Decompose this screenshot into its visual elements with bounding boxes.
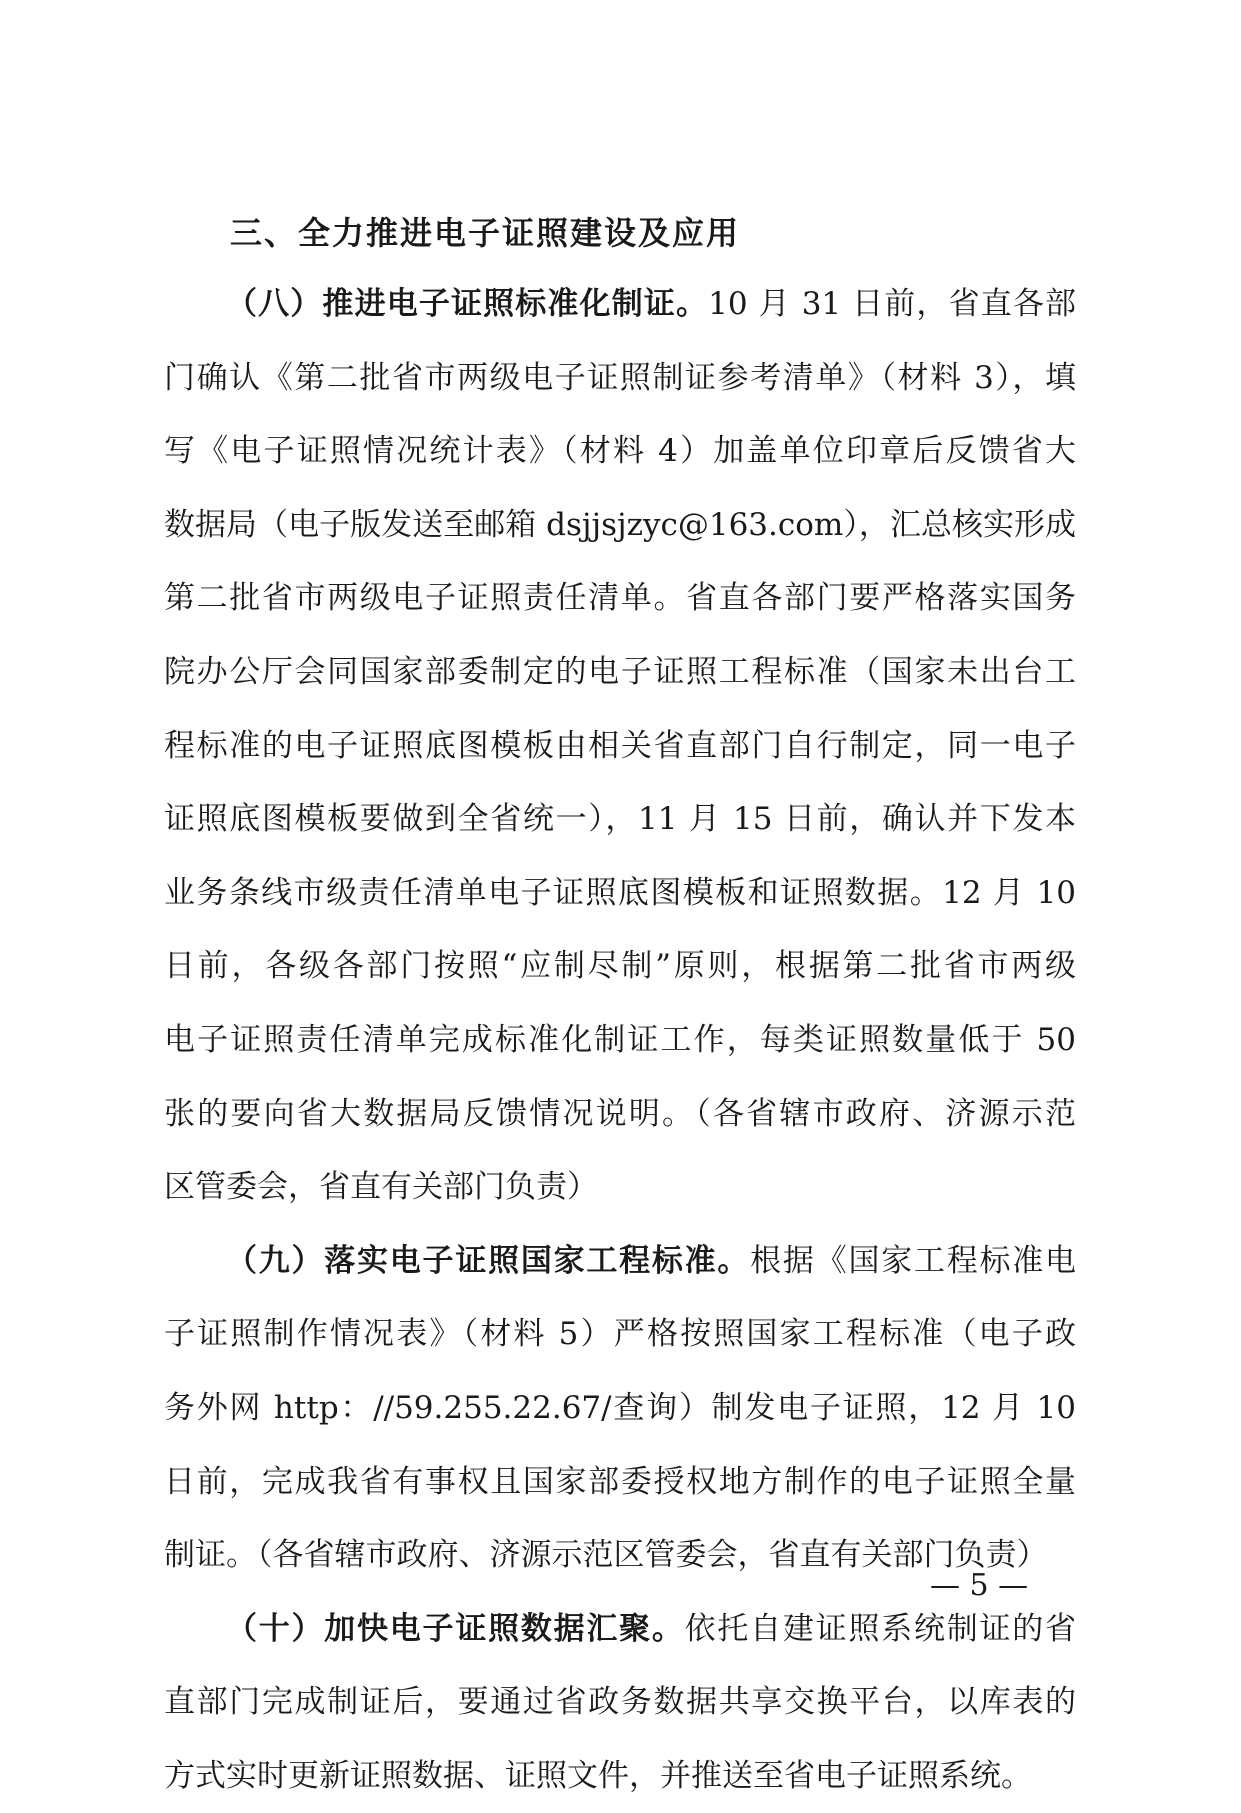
paragraph-9-line-1 (164, 1225, 1076, 1299)
paragraph-8-line: 第二批省市两级电子证照责任清单。省直各部门要严格落实国务 (164, 580, 1076, 617)
paragraph-10-line: 直部门完成制证后，要通过省政务数据共享交换平台，以库表的 (164, 1684, 1076, 1721)
paragraph-8-line: 业务条线市级责任清单电子证照底图模板和证照数据。12 月 10 (164, 874, 1076, 911)
paragraph-8-line: 证照底图模板要做到全省统一），11 月 15 日前，确认并下发本 (164, 801, 1076, 838)
paragraph-10-text: 依托自建证照系统制证的省 (684, 1610, 1076, 1647)
page-number: — 5 — (930, 1568, 1029, 1603)
section-heading: 三、全力推进电子证照建设及应用 (230, 214, 741, 252)
paragraph-8-line: 门确认《第二批省市两级电子证照制证参考清单》（材料 3），填 (164, 359, 1076, 396)
paragraph-9-lead: （九）落实电子证照国家工程标准。 (226, 1242, 751, 1279)
paragraph-8-text: 10 月 31 日前，省直各部 (708, 286, 1076, 322)
paragraph-8-line: 电子证照责任清单完成标准化制证工作，每类证照数量低于 50 (164, 1021, 1076, 1058)
paragraph-9-line: 制证。（各省辖市政府、济源示范区管委会，省直有关部门负责） (164, 1537, 1048, 1574)
paragraph-10-lead: （十）加快电子证照数据汇聚。 (226, 1610, 685, 1647)
paragraph-8-line-1 (164, 268, 1076, 342)
paragraph-8-line: 写《电子证照情况统计表》（材料 4）加盖单位印章后反馈省大 (164, 433, 1076, 470)
paragraph-9-line: 日前，完成我省有事权且国家部委授权地方制作的电子证照全量 (164, 1463, 1076, 1500)
paragraph-9-text: 根据《国家工程标准电 (750, 1242, 1077, 1279)
paragraph-10-line-1 (164, 1593, 1076, 1667)
paragraph-9-line: 子证照制作情况表》（材料 5）严格按照国家工程标准（电子政 (164, 1316, 1076, 1353)
paragraph-8-line: 张的要向省大数据局反馈情况说明。（各省辖市政府、济源示范 (164, 1095, 1076, 1132)
paragraph-9-line: 务外网 http：//59.255.22.67/查询）制发电子证照，12 月 10 (164, 1389, 1076, 1426)
paragraph-8-line: 数据局（电子版发送至邮箱 dsjjsjzyc@163.com），汇总核实形成 (164, 506, 1076, 543)
paragraph-8-line: 院办公厅会同国家部委制定的电子证照工程标准（国家未出台工 (164, 653, 1076, 690)
paragraph-8-lead: （八）推进电子证照标准化制证。 (226, 286, 709, 322)
paragraph-10-line: 方式实时更新证照数据、证照文件，并推送至省电子证照系统。 (164, 1757, 1032, 1794)
paragraph-8-line: 程标准的电子证照底图模板由相关省直部门自行制定，同一电子 (164, 727, 1076, 764)
paragraph-8-line: 区管委会，省直有关部门负责） (164, 1169, 598, 1206)
paragraph-8-line: 日前，各级各部门按照“应制尽制”原则，根据第二批省市两级 (164, 948, 1076, 985)
